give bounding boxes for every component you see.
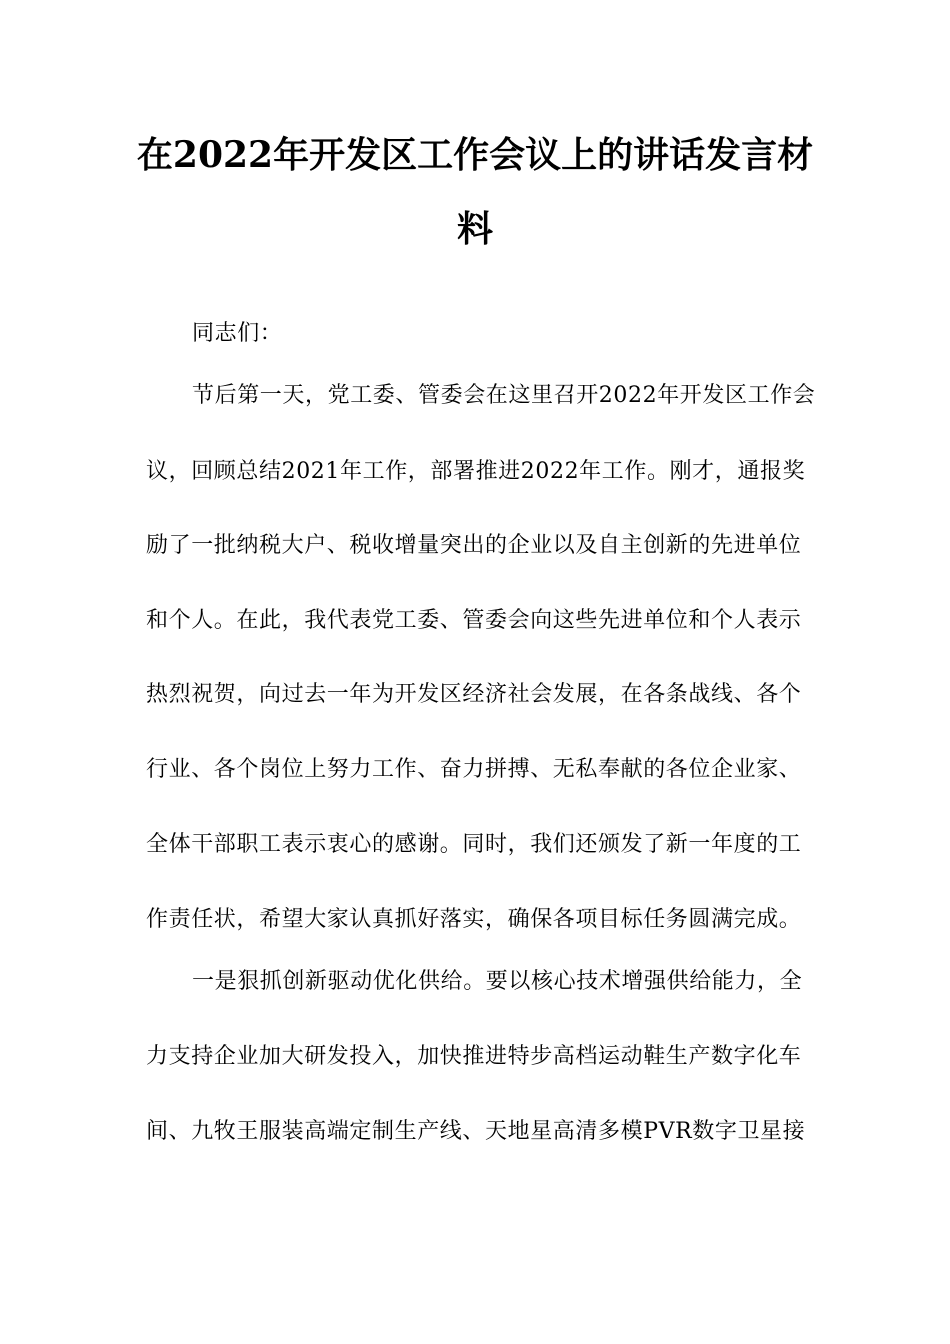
paragraph-1-line-2: 议，回顾总结2021年工作，部署推进2022年工作。刚才，通报奖 (146, 459, 806, 484)
paragraph-1-line-3: 励了一批纳税大户、税收增量突出的企业以及自主创新的先进单位 (146, 533, 802, 558)
document-title-line-2: 料 (456, 208, 493, 250)
salutation: 同志们： (192, 321, 283, 346)
paragraph-1-line-4: 和个人。在此，我代表党工委、管委会向这些先进单位和个人表示 (146, 608, 802, 633)
paragraph-2-line-2: 力支持企业加大研发投入，加快推进特步高档运动鞋生产数字化车 (146, 1044, 802, 1069)
paragraph-1-line-8: 作责任状，希望大家认真抓好落实，确保各项目标任务圆满完成。 (146, 907, 802, 932)
paragraph-1-line-1: 节后第一天，党工委、管委会在这里召开2022年开发区工作会 (192, 383, 816, 408)
paragraph-2-line-1: 一是狠抓创新驱动优化供给。要以核心技术增强供给能力，全 (192, 969, 803, 994)
paragraph-1-line-5: 热烈祝贺，向过去一年为开发区经济社会发展，在各条战线、各个 (146, 682, 802, 707)
document-title-line-1: 在2022年开发区工作会议上的讲话发言材 (136, 134, 814, 176)
paragraph-2-line-3: 间、九牧王服装高端定制生产线、天地星高清多模PVR数字卫星接 (146, 1119, 806, 1144)
paragraph-1-line-6: 行业、各个岗位上努力工作、奋力拼搏、无私奉献的各位企业家、 (146, 757, 802, 782)
paragraph-1-line-7: 全体干部职工表示衷心的感谢。同时，我们还颁发了新一年度的工 (146, 832, 802, 857)
